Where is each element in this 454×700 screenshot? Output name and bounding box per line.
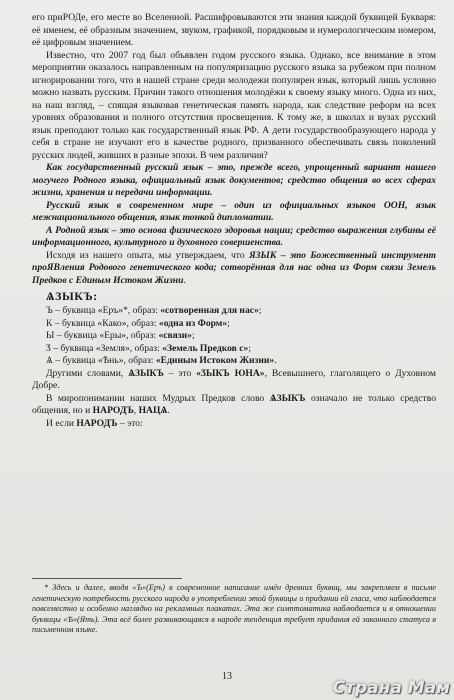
- letter-row: Ѧ – буквица «Ѣнь», образ: «Единым Истоком Жизни».: [46, 355, 277, 366]
- paragraph-native-language: А Родной язык – это основа физического здоровья нации; средство выражения глубины её информационного, культурного и духовного совершенства.: [32, 224, 436, 248]
- page-number: 13: [222, 671, 232, 682]
- footnote-divider: [32, 578, 182, 579]
- paragraph-other-words: Другими словами, ѦЗЫКЪ – это «ӠЫКЪ ЮНА», Всевышнего, глаголящего о Духовном Добре.: [32, 367, 436, 391]
- paragraph-people: И если НАРОДЪ – это:: [46, 417, 143, 429]
- paragraph-definition: Исходя из нашего опыта, мы утверждаем, что ЯЗЫК – это Божественный инструмент проЯВления Родового генетического кода; сотворённая для нас одна из Форм связи Земель Предков с Единым Истоком Жизни.: [32, 249, 436, 286]
- paragraph-1: его приРОДе, его месте во Вселенной. Расшифровываются эти знания каждой буквицей Букваря: её именем, её образным значением, звуком, графикой, порядковым и нумерологическим номером, её цифровым значением.: [32, 12, 436, 48]
- paragraph-world-language: Русский язык в современном мире – один из официальных языков ООН, язык межнационального общения, язык тонкой дипломатии.: [32, 199, 436, 223]
- letter-row: Ъ – буквица «Еръ»*, образ: «сотворенная для нас»;: [46, 305, 262, 316]
- word-heading: ѦЗЫКЪ:: [46, 289, 98, 303]
- paragraph-ancestors: В миропонимании наших Мудрых Предков слово ѦЗЫКЪ означало не только средство общения, но и НАРОДЪ, НАЦѦ.: [32, 392, 437, 416]
- paragraph-2: Известно, что 2007 год был объявлен годом русского языка. Однако, все внимание в этом мероприятии оказалось направленным на популяризацию русского языка за рубежом при полном игнорировании того, что в нашей стране среди молодежи популярен язык, который лишь условно можно назвать русским. Причин такого отношения молодёжи к своему языку много. Одна из них, на наш взгляд, – спящая языковая генетическая память народа, как следствие реформ на всех уровнях образования и полного отсутствия просвещения. К тому же, в школах и вузах русский язык преподают только как государственный язык РФ. А дети государствообразующего народа у себя в стране не изучают его в качестве родного, призванного обеспечивать связь поколений русских людей, живших в разные эпохи. В чем различия?: [32, 49, 436, 161]
- paragraph-state-language: Как государственный русский язык – это, прежде всего, упрощенный вариант нашего могучего Родного языка, официальный язык документов; средство общения во всех сферах жизни, хранения и передачи информации.: [32, 162, 436, 198]
- footnote: * Здесь и далее, вводя «Ъ»(Еръ) в современное написание имён древних буквиц, мы закрепляем в письме генетическую потребность русского народа в употреблении этой буквицы и придании ей гласа, что наблюдается повсеместно и особенно наглядно на рекламных плакатах. Эта же симптоматика наблюдается и в отношении буквицы «Ѣ»(Ять). Эта всё более развивающаяся в народе тенденция требует придания ей законного статуса в письменном языке.: [32, 583, 436, 635]
- letter-row: Ӡ – буквица «Земля», образ: «Земель Предков с»;: [46, 342, 251, 354]
- body-text: [32, 12, 436, 430]
- letter-row: Ы – буквица «Еры», образ: «связи»;: [46, 330, 195, 341]
- watermark-logo: Страна Мам: [332, 678, 450, 698]
- letter-row: К – буквица «Како», образ: «одна из Форм»;: [46, 317, 230, 329]
